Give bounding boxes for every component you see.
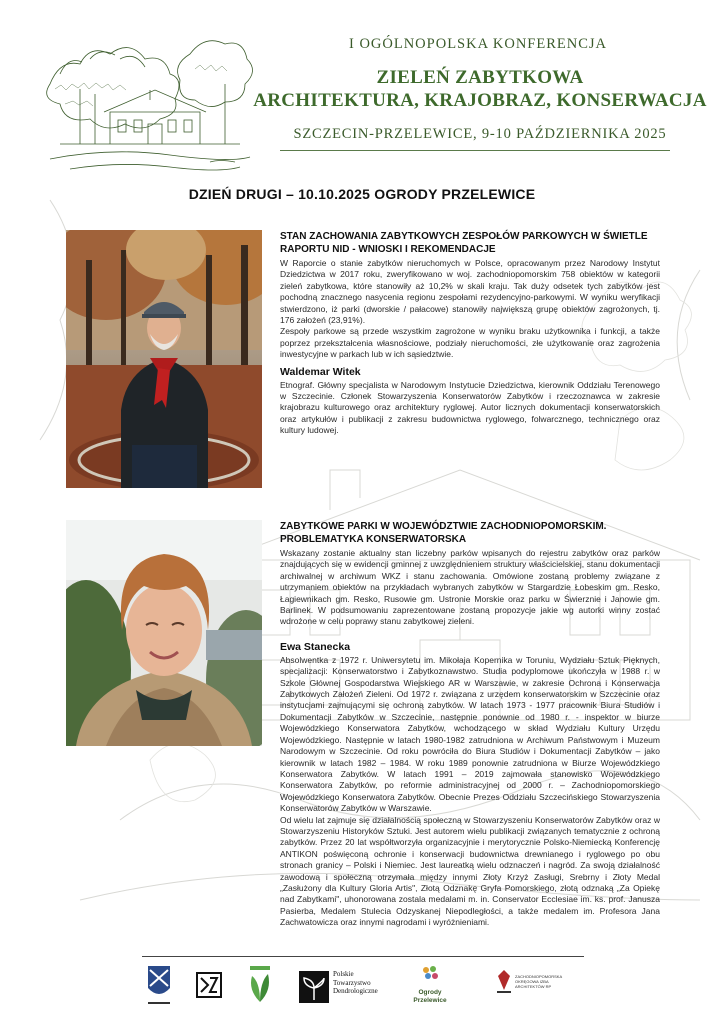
talk-1 [280, 230, 660, 437]
ptd-line2: Towarzystwo [333, 978, 371, 987]
talk-1-speaker-bio: Etnograf. Główny specjalista w Narodowym Instytucie Dziedzictwa, kierownik Oddziału Terenowego w Szczecinie. Członek Stowarzyszenia Konserwatorów Zabytków i rzeczoznawca w zakresie krajobrazu kulturowego oraz architektury ryglowej. Autor licznych dokumentacji konserwatorskich oraz artykułów i publikacji z zakresu budownictwa ryglowego, folwarcznego, technicznego oraz kultury ludowej. [280, 379, 660, 436]
conference-place-date: SZCZECIN-PRZELEWICE, 9-10 PAŹDZIERNIKA 2025 [293, 126, 667, 142]
conference-title-line2: ARCHITEKTURA, KRAJOBRAZ, KONSERWACJA [253, 90, 707, 111]
footer-divider [142, 956, 584, 957]
ogrody-line2: Przelewice [413, 997, 447, 1004]
crest-logo [146, 964, 172, 1013]
talk-2-speaker-bio-p1: Absolwentka z 1972 r. Uniwersytetu im. Mikołaja Kopernika w Toruniu, Wydziału Sztuk Pięknych, specjalizacji: Konserwatorstwo i Zabytkoznawstwo. Studia podyplomowe ukończyła w 1988 r. w Szkole Głównej Gospodarstwa Wiejskiego AR w Warszawie, w zakresie Ochrona i Konserwacja Zabytkowych Założeń Zieleni. Od 1972 r. związana z urzędem konserwatorskim w Szczecinie oraz instytucjami zajmującymi się ochroną zabytków. W latach 1973 - 1977 pracownik Biura Studiów i Dokumentacji Zabytków w Szczecinie, następnie ponownie od 1980 r. - inspektor w biurze Wojewódzkiego Konserwatora Zabytków, wchodzącego w skład Wydziału Kultury Urzędu Wojewódzkiego. Następnie w latach 1980-1982 zatrudniona w Archiwum Państwowym i Muzeum Narodowym w Szczecinie. Od roku powróciła do Biura Studiów i Dokumentacji Zabytków – jako kierownik w latach 1982 – 1984. W roku 1989 ponownie zatrudniona w Biurze Wojewódzkiego Konserwatora Zabytków. W latach 1991 – 2019 zajmowała stanowisko Wojewódzkiego Konserwatora Zabytków, po reformie administracyjnej od 2000 r. – Zachodniopomorskiego Wojewódzkiego Konserwatora Zabytków. Obecnie Prezes Oddziału Szczecińskiego Stowarzyszenia Konserwatorów Zabytków w Warszawie. [280, 654, 660, 814]
header-divider [280, 150, 670, 151]
ptd-line1: Polskie [333, 970, 354, 978]
talk-2-abstract-p1: Wskazany zostanie aktualny stan liczebny parków wpisanych do rejestru zabytków oraz parków znajdujących się w ewidencji gminnej z uwzględnieniem struktury właścicielskiej, stanu dokumentacji archiwalnej w archiwum WKZ i stanu zachowania. Omówione zostaną problemy związane z utrzymaniem obiektów na przykładach wybranych zabytków w Stargardzie Łobeskim gm. Resko, Łagiewnikach gm. Resko, Rusowie gm. Ustronie Morskie oraz parku w Świerznie i Janowie gm. Barlinek. W podsumowaniu zaprezentowane zostaną propozycje jakie wg autorki winny zostać wdrożone w celu poprawy stanu zabytkowej zieleni. [280, 548, 660, 627]
conference-edition: I OGÓLNOPOLSKA KONFERENCJA [348, 36, 607, 52]
zoia-line2: OKRĘGOWA IZBA [515, 979, 549, 984]
talk-2-speaker-bio-p2: Od wielu lat zajmuje się działalnością społeczną w Stowarzyszeniu Konserwatorów Zabytków oraz w Stowarzyszeniu Historyków Sztuki. Jest autorem wielu publikacji związanych tematycznie z ochroną zabytków. Przez 20 lat współtworzyła organizacyjnie i merytorycznie Polsko-Niemiecką Konferencję ANTIKON poświęconą ochronie i konserwacji budownictwa drewnianego i ryglowego po obu stronach granicy – Polski i Niemiec. Jest laureatką wielu odznaczeń i nagród. Za swoją działalność zawodową i społeczną otrzymała między innymi Złoty Krzyż Zasługi, Srebrny i Złoty Medal „Zasłużony dla Kultury Gloria Artis", Złotą Odznakę Gryfa Pomorskiego, złotą odznaką „Za Opiekę nad Zabytkami", uhonorowana zostala medalami m. in. Conservator Ecclesiae im. ks. prof. Janusza Pasierba, Medalem Stulecia Odzyskanej Niepodległości, a także medalem im. Profesora Jana Zachwatowicza oraz innymi nagrodami i wyróżnieniami. [280, 814, 660, 928]
speaker-photo-waldemar-witek [66, 230, 262, 488]
talk-1-speaker-name: Waldemar Witek [280, 365, 361, 378]
zoia-line3: ARCHITEKTÓW RP [515, 984, 552, 989]
talk-1-abstract-p1: W Raporcie o stanie zabytków nieruchomych w Polsce, opracowanym przez Narodowy Instytut Dziedzictwa w 2017 roku, zweryfikowano w woj. zachodniopomorskim 758 obiektów w kategorii zieleń zabytkowa, które stanowiły aż 10,2% w skali kraju. Tak duży odsetek tych zabytków jest pochodną znacznego nasycenia regionu zespołami rezydencyjno-parkowymi. W wyniku weryfikacji stwierdzono, iż parki (dworskie / pałacowe) stanowiły największą grupę obiektów zagrożonych, tj. 176 założeń (23,91%). [280, 258, 660, 326]
ogrody-line1: Ogrody [418, 989, 442, 996]
talk-2-speaker-name: Ewa Stanecka [280, 640, 351, 653]
speaker-photo-ewa-stanecka [66, 520, 262, 746]
ogrody-przelewice-logo [408, 964, 452, 1005]
talk-1-title: STAN ZACHOWANIA ZABYTKOWYCH ZESPOŁÓW PARKOWYCH W ŚWIETLE RAPORTU NID - WNIOSKI I REKOMENDACJE [280, 231, 648, 255]
skz-logo [196, 964, 222, 1003]
ptd-logo [298, 964, 394, 1004]
conference-title [250, 66, 710, 112]
talk-2-title: ZABYTKOWE PARKI W WOJEWÓDZTWIE ZACHODNIOPOMORSKIM. PROBLEMATYKA KONSERWATORSKA [280, 521, 607, 545]
zoia-logo [496, 964, 586, 994]
talk-1-abstract-p2: Zespoły parkowe są przede wszystkim zagrożone w wyniku braku użytkownika i funkcji, a także poprzez przekształcenia własnościowe, podziały nieruchomości, złe użytkowanie oraz zagrożenia inwestycyjne w parkach lub w ich sąsiedztwie. [280, 326, 660, 360]
talk-2 [280, 520, 660, 929]
header-manor-sketch [40, 14, 255, 174]
day-heading: DZIEŃ DRUGI – 10.10.2025 OGRODY PRZELEWICE [188, 186, 536, 202]
partner-logos [140, 964, 590, 1016]
leaf-logo [246, 964, 274, 1009]
ptd-line3: Dendrologiczne [333, 987, 378, 995]
zoia-line1: ZACHODNIOPOMORSKA [515, 974, 563, 979]
conference-title-line1: ZIELEŃ ZABYTKOWA [376, 67, 584, 88]
